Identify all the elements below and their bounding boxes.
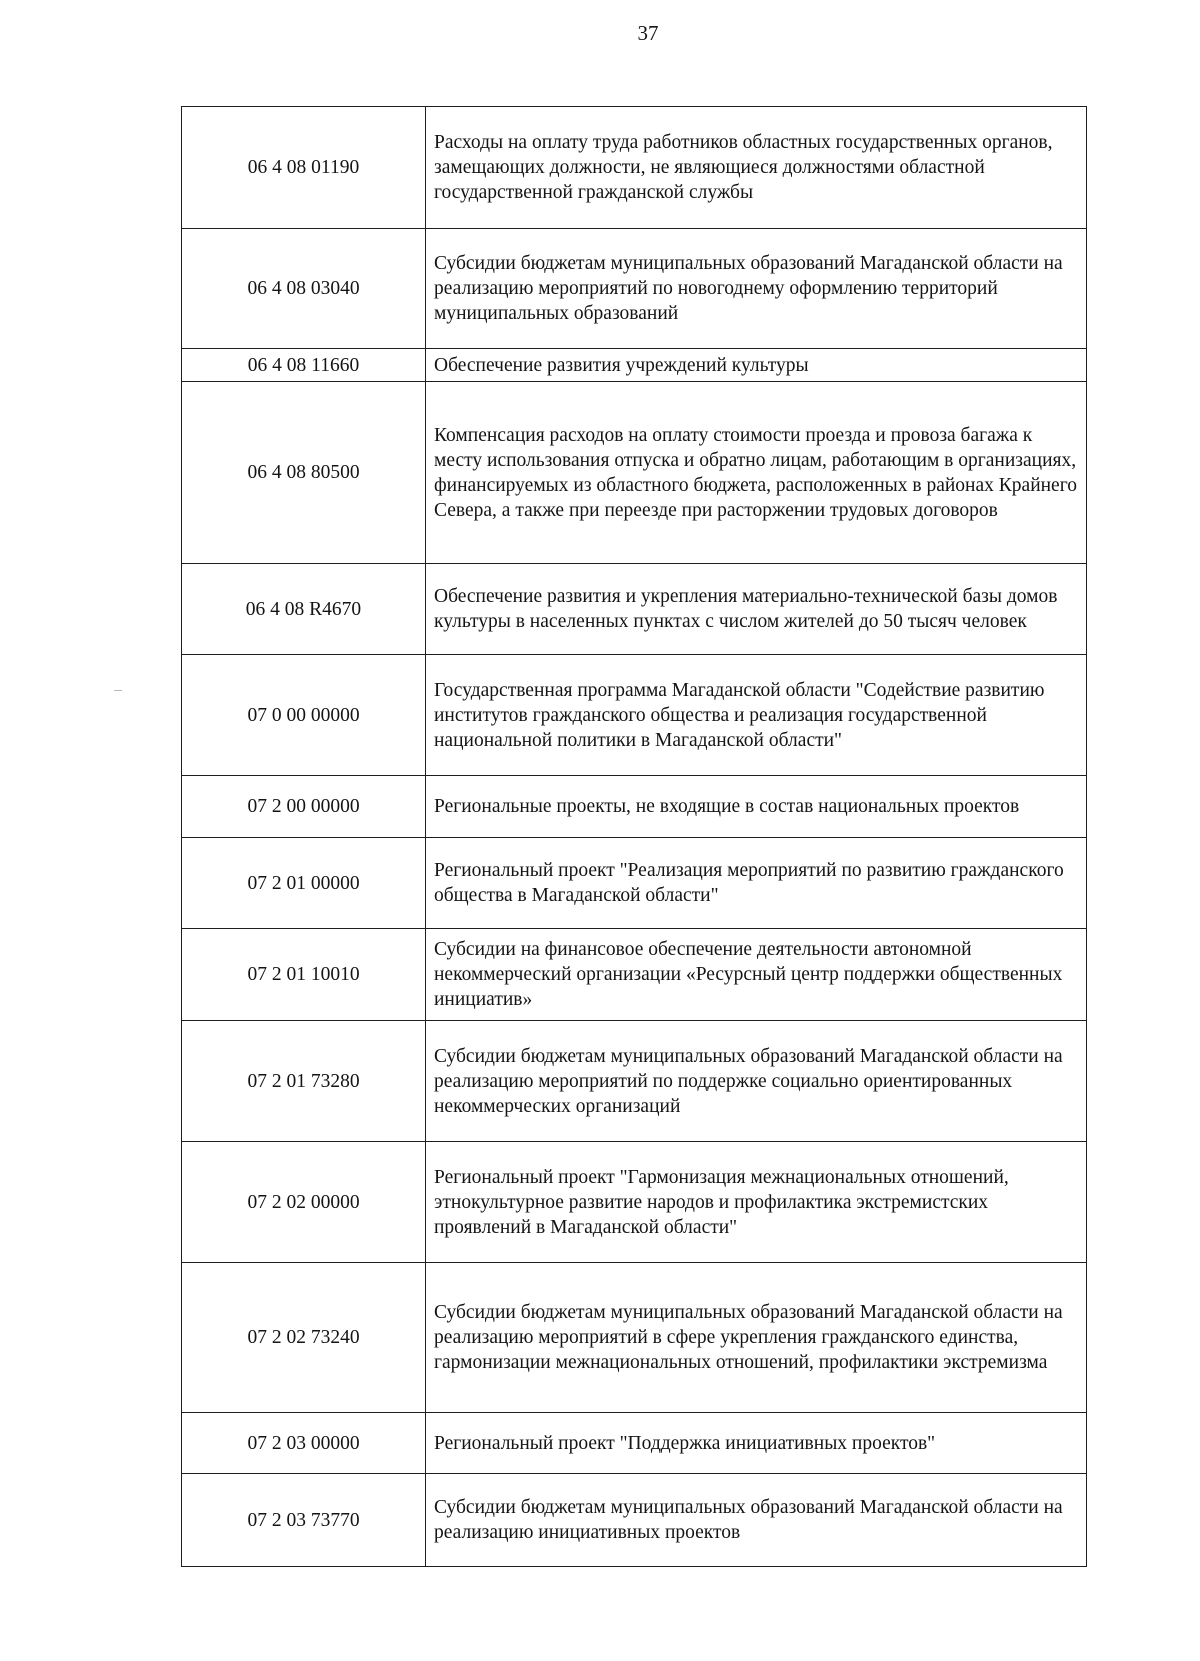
description-cell: Субсидии на финансовое обеспечение деятельности автономной некоммерческий организации «Ресурсный центр поддержки общественных инициатив»: [426, 929, 1087, 1021]
table-row: [182, 1413, 1087, 1474]
code-cell: 06 4 08 R4670: [182, 564, 426, 655]
description-cell: Региональный проект "Поддержка инициативных проектов": [426, 1413, 1087, 1474]
description-cell: Региональный проект "Гармонизация межнациональных отношений, этнокультурное развитие народов и профилактика экстремистских проявлений в Магаданской области": [426, 1142, 1087, 1263]
code-cell: 07 2 02 73240: [182, 1263, 426, 1413]
description-cell: Обеспечение развития учреждений культуры: [426, 349, 1087, 382]
table-row: [182, 929, 1087, 1021]
budget-codes-table: [181, 106, 1087, 1567]
description-cell: Расходы на оплату труда работников областных государственных органов, замещающих должности, не являющиеся должностями областной государственной гражданской службы: [426, 107, 1087, 229]
table-row: [182, 838, 1087, 929]
page-number: 37: [637, 21, 659, 45]
description-cell: Субсидии бюджетам муниципальных образований Магаданской области на реализацию мероприятий по поддержке социально ориентированных некоммерческих организаций: [426, 1021, 1087, 1142]
code-cell: 07 2 01 00000: [182, 838, 426, 929]
code-cell: 06 4 08 11660: [182, 349, 426, 382]
code-cell: 06 4 08 01190: [182, 107, 426, 229]
description-cell: Государственная программа Магаданской области "Содействие развитию институтов гражданского общества и реализация государственной национальной политики в Магаданской области": [426, 655, 1087, 776]
table-row: [182, 564, 1087, 655]
code-cell: 07 2 01 10010: [182, 929, 426, 1021]
table-row: [182, 382, 1087, 564]
description-cell: Региональный проект "Реализация мероприятий по развитию гражданского общества в Магаданской области": [426, 838, 1087, 929]
description-cell: Компенсация расходов на оплату стоимости проезда и провоза багажа к месту использования отпуска и обратно лицам, работающим в организациях, финансируемых из областного бюджета, расположенных в районах Крайнего Севера, а также при переезде при расторжении трудовых договоров: [426, 382, 1087, 564]
code-cell: 06 4 08 03040: [182, 229, 426, 349]
description-cell: Субсидии бюджетам муниципальных образований Магаданской области на реализацию мероприятий в сфере укрепления гражданского единства, гармонизации межнациональных отношений, профилактики экстремизма: [426, 1263, 1087, 1413]
table-row: [182, 349, 1087, 382]
code-cell: 07 2 01 73280: [182, 1021, 426, 1142]
code-cell: 07 2 00 00000: [182, 776, 426, 838]
scan-mark: [114, 690, 122, 691]
description-cell: Региональные проекты, не входящие в состав национальных проектов: [426, 776, 1087, 838]
table-row: [182, 776, 1087, 838]
description-cell: Субсидии бюджетам муниципальных образований Магаданской области на реализацию мероприятий по новогоднему оформлению территорий муниципальных образований: [426, 229, 1087, 349]
table-row: [182, 1263, 1087, 1413]
table-row: [182, 1021, 1087, 1142]
code-cell: 07 2 03 73770: [182, 1474, 426, 1567]
description-cell: Обеспечение развития и укрепления материально-технической базы домов культуры в населенных пунктах с числом жителей до 50 тысяч человек: [426, 564, 1087, 655]
table-row: [182, 655, 1087, 776]
code-cell: 06 4 08 80500: [182, 382, 426, 564]
code-cell: 07 2 03 00000: [182, 1413, 426, 1474]
table-row: [182, 107, 1087, 229]
code-cell: 07 0 00 00000: [182, 655, 426, 776]
description-cell: Субсидии бюджетам муниципальных образований Магаданской области на реализацию инициативных проектов: [426, 1474, 1087, 1567]
table-row: [182, 1474, 1087, 1567]
code-cell: 07 2 02 00000: [182, 1142, 426, 1263]
table-row: [182, 1142, 1087, 1263]
table-row: [182, 229, 1087, 349]
